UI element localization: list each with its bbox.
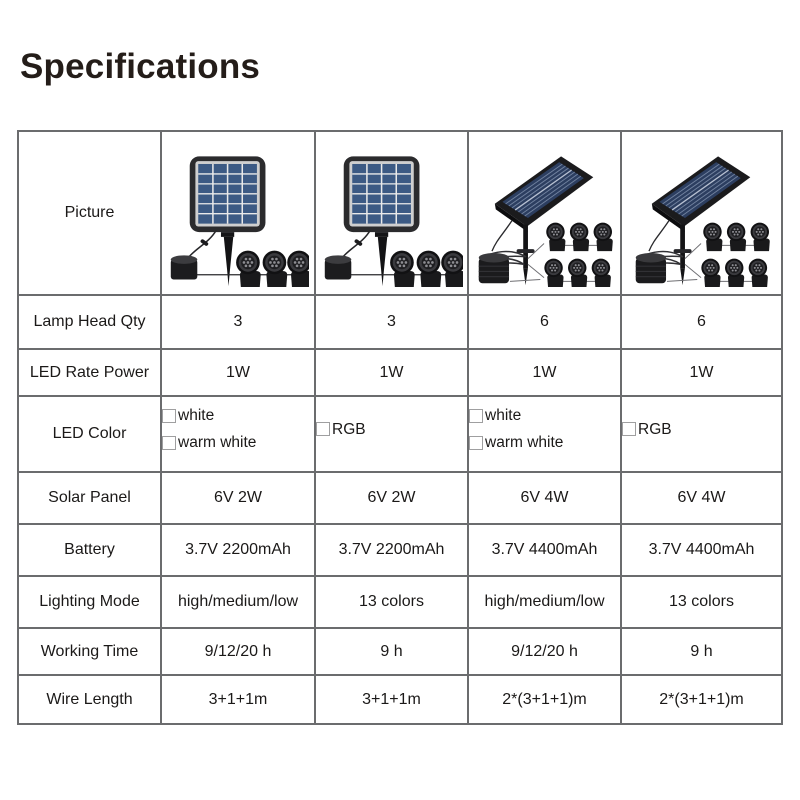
checkbox-icon [469,409,483,423]
spec-value-cell: 6 [468,295,621,349]
spec-value-cell: 3.7V 4400mAh [468,524,621,576]
row-label: LED Color [18,396,161,472]
product-image-3-spotlights-icon [167,144,309,290]
specifications-table [17,130,783,725]
product-image-6-spotlights-icon [474,144,616,290]
spec-value-cell: 1W [315,349,468,396]
checkbox-icon [316,422,330,436]
spec-value-cell: 2*(3+1+1)m [621,675,782,724]
row-picture [18,131,782,295]
checkbox-icon [469,436,483,450]
led-color-option [469,407,620,424]
spec-value-cell: 6V 4W [621,472,782,524]
product-image-6-spotlights-icon [631,144,773,290]
row-label: LED Rate Power [18,349,161,396]
spec-value-cell [161,396,315,472]
led-color-option-label: warm white [485,434,564,451]
led-color-option-label: white [178,407,215,424]
spec-value-cell: 6V 2W [161,472,315,524]
picture-cell [161,131,315,295]
spec-value-cell: 3 [161,295,315,349]
led-color-option [162,434,314,451]
row-label: Solar Panel [18,472,161,524]
spec-value-cell: 13 colors [621,576,782,628]
spec-value-cell: 9/12/20 h [161,628,315,675]
row-working-time [18,628,782,675]
picture-cell [468,131,621,295]
led-color-option-label: white [485,407,522,424]
spec-value-cell: 6V 2W [315,472,468,524]
row-wire-length [18,675,782,724]
row-label-picture: Picture [18,131,161,295]
led-color-option-label: RGB [332,420,366,438]
picture-cell [621,131,782,295]
spec-value-cell: 1W [468,349,621,396]
checkbox-icon [622,422,636,436]
spec-value-cell [468,396,621,472]
row-solar-panel [18,472,782,524]
led-color-option [622,421,781,438]
page-title: Specifications [20,47,261,86]
spec-value-cell: 2*(3+1+1)m [468,675,621,724]
row-label: Lighting Mode [18,576,161,628]
checkbox-icon [162,409,176,423]
row-led-color [18,396,782,472]
led-color-option [469,434,620,451]
spec-value-cell [621,396,782,472]
checkbox-icon [162,436,176,450]
row-led-rate-power [18,349,782,396]
row-lamp-head-qty [18,295,782,349]
spec-value-cell: high/medium/low [161,576,315,628]
spec-value-cell: 13 colors [315,576,468,628]
spec-value-cell: 9 h [621,628,782,675]
spec-value-cell: 6V 4W [468,472,621,524]
led-color-option [162,407,314,424]
row-label: Wire Length [18,675,161,724]
row-lighting-mode [18,576,782,628]
spec-value-cell: 9 h [315,628,468,675]
spec-value-cell: 3 [315,295,468,349]
row-label: Lamp Head Qty [18,295,161,349]
spec-value-cell: 6 [621,295,782,349]
led-color-option-label: warm white [178,434,257,451]
row-label: Battery [18,524,161,576]
led-color-option [316,421,467,438]
spec-value-cell [315,396,468,472]
spec-value-cell: high/medium/low [468,576,621,628]
product-image-3-spotlights-icon [321,144,463,290]
row-battery [18,524,782,576]
led-color-option-label: RGB [638,420,672,438]
row-label: Working Time [18,628,161,675]
spec-value-cell: 3.7V 2200mAh [315,524,468,576]
spec-value-cell: 3+1+1m [161,675,315,724]
spec-value-cell: 1W [621,349,782,396]
spec-value-cell: 9/12/20 h [468,628,621,675]
spec-value-cell: 3.7V 4400mAh [621,524,782,576]
spec-value-cell: 3.7V 2200mAh [161,524,315,576]
picture-cell [315,131,468,295]
spec-value-cell: 3+1+1m [315,675,468,724]
spec-value-cell: 1W [161,349,315,396]
